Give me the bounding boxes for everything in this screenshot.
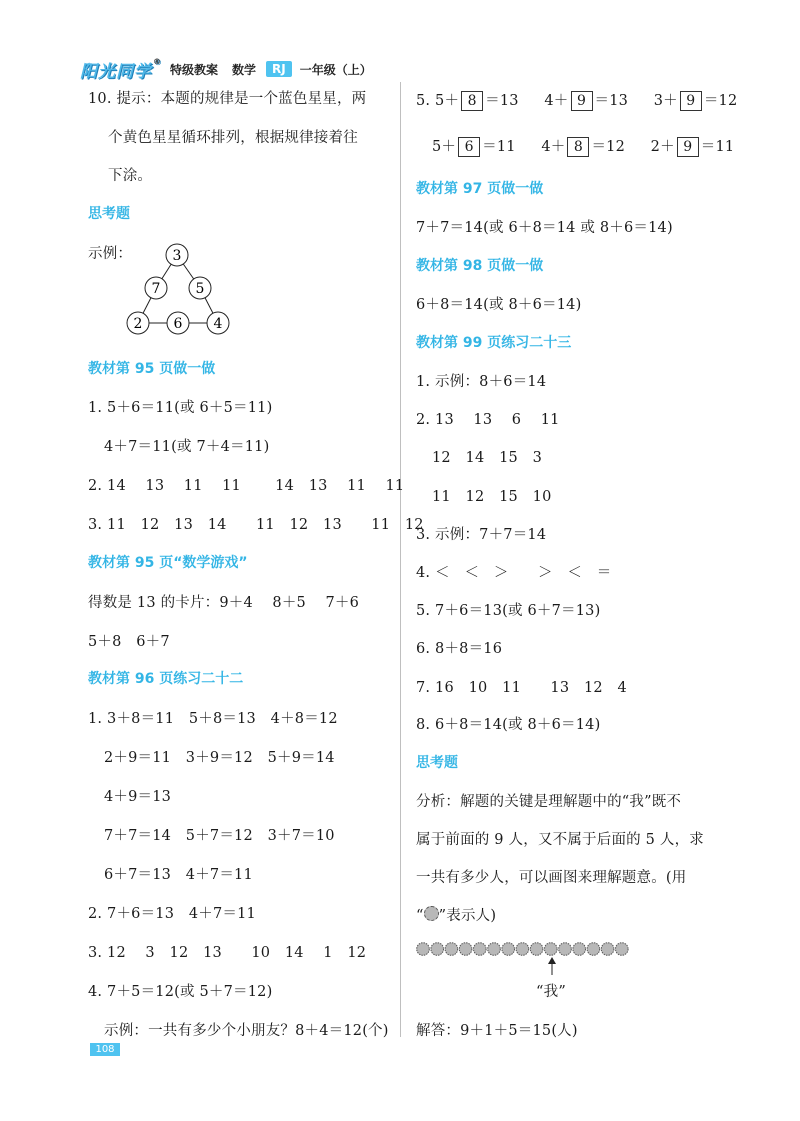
- number-triangle-diagram: [120, 238, 240, 338]
- person-circle: [587, 943, 600, 956]
- page-header: [80, 58, 372, 80]
- analysis-line3: 一共有多少人，可以画图来理解题意。(用: [416, 870, 687, 886]
- heading-p98: 教材第 98 页做一做: [416, 258, 544, 274]
- p97-answer: 7＋7＝14(或 6＋8＝14 或 8＋6＝14): [416, 220, 673, 236]
- answer-box: 8: [567, 137, 589, 157]
- p99-q2-line1: 2. 13 13 6 11: [416, 412, 560, 428]
- p96-q1-line4: 7＋7＝14 5＋7＝12 3＋7＝10: [104, 828, 335, 844]
- people-row-diagram: [415, 940, 645, 980]
- game-line1: 得数是 13 的卡片：9＋4 8＋5 7＋6: [88, 595, 360, 611]
- answer-box: 8: [461, 91, 483, 111]
- person-circle: [474, 943, 487, 956]
- p95-q1-line2: 4＋7＝11(或 7＋4＝11): [104, 439, 270, 455]
- heading-p95-game: 教材第 95 页“数学游戏”: [88, 555, 248, 571]
- heading-sikao: 思考题: [88, 206, 130, 222]
- p99-q1: 1. 示例：8＋6＝14: [416, 374, 547, 390]
- p99-q8: 8. 6＋8＝14(或 8＋6＝14): [416, 717, 601, 733]
- person-circle: [516, 943, 529, 956]
- heading-p96: 教材第 96 页练习二十二: [88, 671, 244, 687]
- triangle-node-bottom-left: [127, 312, 149, 334]
- example-label: 示例：: [88, 246, 133, 262]
- p99-q6: 6. 8＋8＝16: [416, 641, 503, 657]
- p98-answer: 6＋8＝14(或 8＋6＝14): [416, 297, 582, 313]
- person-circle: [616, 943, 629, 956]
- game-line2: 5＋8 6＋7: [88, 634, 170, 650]
- p95-q3: 3. 11 12 13 14 11 12 13 11 12: [88, 517, 424, 533]
- svg-text:4: 4: [213, 316, 223, 332]
- svg-text:3: 3: [172, 248, 182, 264]
- page-number-badge: 108: [90, 1043, 120, 1056]
- p96-q1-line3: 4＋9＝13: [104, 789, 172, 805]
- p96-q1-line1: 1. 3＋8＝11 5＋8＝13 4＋8＝12: [88, 711, 338, 727]
- person-circle: [445, 943, 458, 956]
- brand-logo: 阳光同学®: [80, 56, 162, 82]
- p95-q1-line1: 1. 5＋6＝11(或 6＋5＝11): [88, 400, 273, 416]
- person-circle: [459, 943, 472, 956]
- person-circle: [573, 943, 586, 956]
- heading-p97: 教材第 97 页做一做: [416, 181, 544, 197]
- p99-q4: 4. ＜ ＜ ＞ ＞ ＜ ＝: [416, 565, 612, 581]
- q5-row1: 5. 5＋ 8 ＝13 4＋ 9 ＝13 3＋ 9 ＝12: [416, 93, 738, 109]
- person-circle-icon: [424, 906, 439, 921]
- analysis-line2: 属于前面的 9 人，又不属于后面的 5 人，求: [416, 832, 704, 848]
- subject-label: 数学: [232, 62, 257, 77]
- grade-label: 一年级（上）: [299, 62, 372, 77]
- heading-p95: 教材第 95 页做一做: [88, 361, 216, 377]
- q10-hint-line2: 个黄色星星循环排列，根据规律接着往: [108, 130, 358, 146]
- answer-line: 解答：9＋1＋5＝15(人): [416, 1023, 578, 1039]
- p95-q2: 2. 14 13 11 11 14 13 11 11: [88, 478, 405, 494]
- person-circle: [488, 943, 501, 956]
- person-circle: [559, 943, 572, 956]
- column-divider: [400, 82, 401, 1037]
- p99-q7: 7. 16 10 11 13 12 4: [416, 680, 627, 696]
- triangle-node-bottom-mid: [167, 312, 189, 334]
- q5-row2: 5＋ 6 ＝11 4＋ 8 ＝12 2＋ 9 ＝11: [432, 139, 735, 155]
- person-circle: [601, 943, 614, 956]
- answer-box: 9: [677, 137, 699, 157]
- svg-text:5: 5: [195, 281, 205, 297]
- analysis-line4: “ ”表示人): [416, 908, 497, 924]
- p99-q5: 5. 7＋6＝13(或 6＋7＝13): [416, 603, 601, 619]
- triangle-node-bottom-right: [207, 312, 229, 334]
- book-subtitle: 特级教案: [170, 62, 219, 77]
- p96-q1-line5: 6＋7＝13 4＋7＝11: [104, 867, 253, 883]
- p96-q4-line2: 示例：一共有多少个小朋友？8＋4＝12(个): [104, 1023, 389, 1039]
- person-circle: [502, 943, 515, 956]
- person-circle: [530, 943, 543, 956]
- p96-q3: 3. 12 3 12 13 10 14 1 12: [88, 945, 367, 961]
- q10-hint-line3: 下涂。: [108, 168, 153, 184]
- triangle-node-top: [166, 244, 188, 266]
- p96-q4-line1: 4. 7＋5＝12(或 5＋7＝12): [88, 984, 273, 1000]
- person-circle: [431, 943, 444, 956]
- p99-q2-line2: 12 14 15 3: [432, 450, 543, 466]
- p96-q2: 2. 7＋6＝13 4＋7＝11: [88, 906, 256, 922]
- p99-q2-line3: 11 12 15 10: [432, 489, 552, 505]
- heading-sikao-right: 思考题: [416, 755, 458, 771]
- analysis-line1: 分析：解题的关键是理解题中的“我”既不: [416, 794, 682, 810]
- p96-q1-line2: 2＋9＝11 3＋9＝12 5＋9＝14: [104, 750, 335, 766]
- svg-text:6: 6: [173, 316, 183, 332]
- me-label: “我”: [536, 984, 566, 1000]
- person-circle: [545, 943, 558, 956]
- p99-q3: 3. 示例：7＋7＝14: [416, 527, 547, 543]
- triangle-node-right-mid: [189, 277, 211, 299]
- person-circle: [417, 943, 430, 956]
- edition-badge: RJ: [266, 61, 292, 77]
- heading-p99: 教材第 99 页练习二十三: [416, 335, 572, 351]
- triangle-node-left-mid: [145, 277, 167, 299]
- q10-hint-line1: 10. 提示：本题的规律是一个蓝色星星，两: [88, 91, 367, 107]
- answer-box: 9: [680, 91, 702, 111]
- svg-text:7: 7: [151, 281, 161, 297]
- answer-box: 6: [458, 137, 480, 157]
- answer-box: 9: [571, 91, 593, 111]
- svg-text:2: 2: [133, 316, 143, 332]
